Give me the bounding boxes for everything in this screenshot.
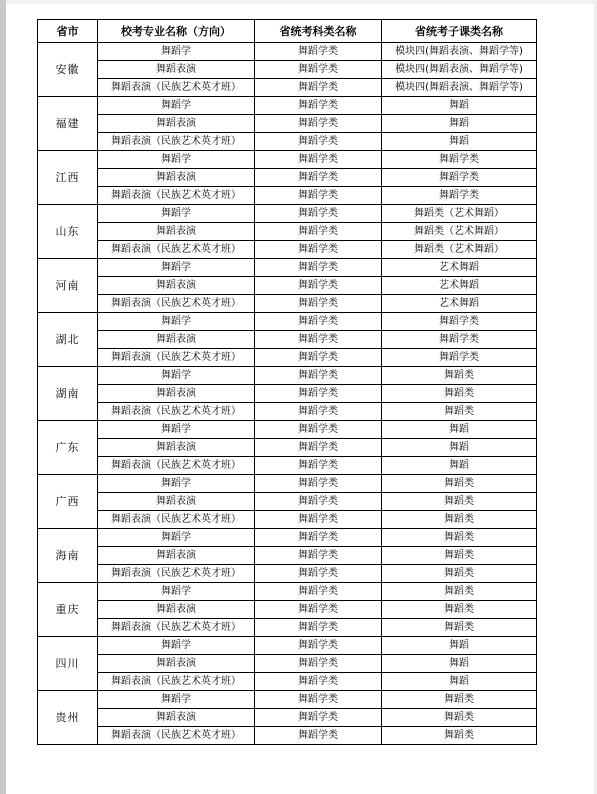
category-cell: 舞蹈学类 <box>255 241 382 259</box>
subcategory-cell: 模块四(舞蹈表演、舞蹈学等) <box>382 79 537 97</box>
major-cell: 舞蹈表演（民族艺术英才班） <box>98 673 255 691</box>
subcategory-cell: 模块四(舞蹈表演、舞蹈学等) <box>382 61 537 79</box>
province-cell: 四川 <box>38 637 98 691</box>
major-cell: 舞蹈表演（民族艺术英才班） <box>98 457 255 475</box>
major-cell: 舞蹈表演 <box>98 115 255 133</box>
subcategory-cell: 艺术舞蹈 <box>382 295 537 313</box>
category-cell: 舞蹈学类 <box>255 169 382 187</box>
table-row <box>38 637 537 655</box>
category-cell: 舞蹈学类 <box>255 583 382 601</box>
table-row <box>38 277 537 295</box>
subcategory-cell: 舞蹈 <box>382 637 537 655</box>
category-cell: 舞蹈学类 <box>255 367 382 385</box>
province-cell: 海南 <box>38 529 98 583</box>
category-cell: 舞蹈学类 <box>255 493 382 511</box>
subcategory-cell: 舞蹈 <box>382 439 537 457</box>
major-cell: 舞蹈表演 <box>98 601 255 619</box>
province-cell: 广东 <box>38 421 98 475</box>
table-row <box>38 79 537 97</box>
category-cell: 舞蹈学类 <box>255 565 382 583</box>
major-cell: 舞蹈表演 <box>98 61 255 79</box>
subcategory-cell: 舞蹈 <box>382 115 537 133</box>
major-cell: 舞蹈表演 <box>98 655 255 673</box>
table-row <box>38 385 537 403</box>
table-row <box>38 673 537 691</box>
category-cell: 舞蹈学类 <box>255 277 382 295</box>
province-cell: 贵州 <box>38 691 98 745</box>
subcategory-cell: 舞蹈类 <box>382 367 537 385</box>
table-row <box>38 295 537 313</box>
subcategory-cell: 舞蹈学类 <box>382 349 537 367</box>
subcategory-cell: 舞蹈类 <box>382 547 537 565</box>
major-cell: 舞蹈表演（民族艺术英才班） <box>98 241 255 259</box>
subcategory-cell: 舞蹈类 <box>382 403 537 421</box>
category-cell: 舞蹈学类 <box>255 655 382 673</box>
category-cell: 舞蹈学类 <box>255 673 382 691</box>
subcategory-cell: 舞蹈类（艺术舞蹈） <box>382 241 537 259</box>
major-cell: 舞蹈表演（民族艺术英才班） <box>98 619 255 637</box>
admission-category-table <box>37 19 537 745</box>
table-row <box>38 475 537 493</box>
table-row <box>38 313 537 331</box>
category-cell: 舞蹈学类 <box>255 529 382 547</box>
subcategory-cell: 舞蹈类 <box>382 385 537 403</box>
province-cell: 江西 <box>38 151 98 205</box>
province-cell: 湖南 <box>38 367 98 421</box>
subcategory-cell: 舞蹈类 <box>382 691 537 709</box>
major-cell: 舞蹈学 <box>98 691 255 709</box>
major-cell: 舞蹈表演（民族艺术英才班） <box>98 403 255 421</box>
category-cell: 舞蹈学类 <box>255 637 382 655</box>
major-cell: 舞蹈表演 <box>98 331 255 349</box>
major-cell: 舞蹈表演（民族艺术英才班） <box>98 295 255 313</box>
province-cell: 广西 <box>38 475 98 529</box>
major-cell: 舞蹈表演（民族艺术英才班） <box>98 133 255 151</box>
table-row <box>38 529 537 547</box>
category-cell: 舞蹈学类 <box>255 151 382 169</box>
table-row <box>38 727 537 745</box>
table-row <box>38 655 537 673</box>
header-category: 省统考科类名称 <box>255 20 382 43</box>
category-cell: 舞蹈学类 <box>255 313 382 331</box>
major-cell: 舞蹈学 <box>98 43 255 61</box>
major-cell: 舞蹈表演 <box>98 385 255 403</box>
table-row <box>38 457 537 475</box>
category-cell: 舞蹈学类 <box>255 133 382 151</box>
category-cell: 舞蹈学类 <box>255 457 382 475</box>
table-row <box>38 259 537 277</box>
subcategory-cell: 模块四(舞蹈表演、舞蹈学等) <box>382 43 537 61</box>
category-cell: 舞蹈学类 <box>255 349 382 367</box>
table-row <box>38 241 537 259</box>
category-cell: 舞蹈学类 <box>255 295 382 313</box>
table-row <box>38 169 537 187</box>
category-cell: 舞蹈学类 <box>255 223 382 241</box>
table-row <box>38 583 537 601</box>
table-row <box>38 97 537 115</box>
category-cell: 舞蹈学类 <box>255 601 382 619</box>
subcategory-cell: 舞蹈 <box>382 421 537 439</box>
table-row <box>38 367 537 385</box>
table-row <box>38 223 537 241</box>
major-cell: 舞蹈学 <box>98 151 255 169</box>
subcategory-cell: 舞蹈类（艺术舞蹈） <box>382 223 537 241</box>
category-cell: 舞蹈学类 <box>255 385 382 403</box>
viewer-top-edge <box>0 0 597 4</box>
category-cell: 舞蹈学类 <box>255 79 382 97</box>
subcategory-cell: 舞蹈 <box>382 97 537 115</box>
table-row <box>38 403 537 421</box>
major-cell: 舞蹈表演（民族艺术英才班） <box>98 349 255 367</box>
table-row <box>38 619 537 637</box>
table-row <box>38 547 537 565</box>
category-cell: 舞蹈学类 <box>255 97 382 115</box>
table-row <box>38 331 537 349</box>
subcategory-cell: 舞蹈类（艺术舞蹈） <box>382 205 537 223</box>
category-cell: 舞蹈学类 <box>255 43 382 61</box>
subcategory-cell: 舞蹈类 <box>382 529 537 547</box>
table-header <box>38 20 537 43</box>
subcategory-cell: 舞蹈类 <box>382 511 537 529</box>
category-cell: 舞蹈学类 <box>255 439 382 457</box>
category-cell: 舞蹈学类 <box>255 421 382 439</box>
category-cell: 舞蹈学类 <box>255 61 382 79</box>
major-cell: 舞蹈学 <box>98 529 255 547</box>
category-cell: 舞蹈学类 <box>255 187 382 205</box>
major-cell: 舞蹈学 <box>98 367 255 385</box>
table-row <box>38 511 537 529</box>
subcategory-cell: 舞蹈 <box>382 457 537 475</box>
table-row <box>38 691 537 709</box>
subcategory-cell: 艺术舞蹈 <box>382 259 537 277</box>
major-cell: 舞蹈学 <box>98 583 255 601</box>
major-cell: 舞蹈表演 <box>98 277 255 295</box>
category-cell: 舞蹈学类 <box>255 691 382 709</box>
major-cell: 舞蹈表演（民族艺术英才班） <box>98 565 255 583</box>
province-cell: 福建 <box>38 97 98 151</box>
major-cell: 舞蹈学 <box>98 637 255 655</box>
category-cell: 舞蹈学类 <box>255 709 382 727</box>
category-cell: 舞蹈学类 <box>255 475 382 493</box>
subcategory-cell: 舞蹈类 <box>382 565 537 583</box>
subcategory-cell: 舞蹈 <box>382 673 537 691</box>
province-cell: 重庆 <box>38 583 98 637</box>
major-cell: 舞蹈表演 <box>98 439 255 457</box>
subcategory-cell: 舞蹈学类 <box>382 187 537 205</box>
major-cell: 舞蹈表演（民族艺术英才班） <box>98 187 255 205</box>
subcategory-cell: 艺术舞蹈 <box>382 277 537 295</box>
table-row <box>38 133 537 151</box>
major-cell: 舞蹈学 <box>98 97 255 115</box>
header-major: 校考专业名称（方向） <box>98 20 255 43</box>
table-row <box>38 187 537 205</box>
subcategory-cell: 舞蹈学类 <box>382 313 537 331</box>
category-cell: 舞蹈学类 <box>255 115 382 133</box>
major-cell: 舞蹈表演 <box>98 169 255 187</box>
table-row <box>38 565 537 583</box>
subcategory-cell: 舞蹈类 <box>382 619 537 637</box>
table-row <box>38 349 537 367</box>
category-cell: 舞蹈学类 <box>255 205 382 223</box>
major-cell: 舞蹈表演 <box>98 223 255 241</box>
category-cell: 舞蹈学类 <box>255 403 382 421</box>
province-cell: 湖北 <box>38 313 98 367</box>
subcategory-cell: 舞蹈类 <box>382 727 537 745</box>
major-cell: 舞蹈学 <box>98 205 255 223</box>
subcategory-cell: 舞蹈类 <box>382 601 537 619</box>
table-row <box>38 709 537 727</box>
subcategory-cell: 舞蹈 <box>382 133 537 151</box>
header-row <box>38 20 537 43</box>
viewer-left-edge <box>0 0 6 794</box>
province-cell: 河南 <box>38 259 98 313</box>
category-cell: 舞蹈学类 <box>255 259 382 277</box>
major-cell: 舞蹈学 <box>98 421 255 439</box>
major-cell: 舞蹈学 <box>98 313 255 331</box>
header-subcategory: 省统考子课类名称 <box>382 20 537 43</box>
major-cell: 舞蹈学 <box>98 259 255 277</box>
table-row <box>38 43 537 61</box>
subcategory-cell: 舞蹈学类 <box>382 331 537 349</box>
subcategory-cell: 舞蹈类 <box>382 493 537 511</box>
major-cell: 舞蹈表演 <box>98 709 255 727</box>
subcategory-cell: 舞蹈学类 <box>382 169 537 187</box>
subcategory-cell: 舞蹈学类 <box>382 151 537 169</box>
major-cell: 舞蹈表演（民族艺术英才班） <box>98 511 255 529</box>
major-cell: 舞蹈表演 <box>98 547 255 565</box>
major-cell: 舞蹈表演（民族艺术英才班） <box>98 79 255 97</box>
table-row <box>38 115 537 133</box>
table-row <box>38 205 537 223</box>
subcategory-cell: 舞蹈 <box>382 655 537 673</box>
province-cell: 安徽 <box>38 43 98 97</box>
major-cell: 舞蹈学 <box>98 475 255 493</box>
subcategory-cell: 舞蹈类 <box>382 583 537 601</box>
major-cell: 舞蹈表演 <box>98 493 255 511</box>
subcategory-cell: 舞蹈类 <box>382 475 537 493</box>
category-cell: 舞蹈学类 <box>255 727 382 745</box>
province-cell: 山东 <box>38 205 98 259</box>
category-cell: 舞蹈学类 <box>255 511 382 529</box>
table-row <box>38 439 537 457</box>
table-row <box>38 61 537 79</box>
category-cell: 舞蹈学类 <box>255 619 382 637</box>
category-cell: 舞蹈学类 <box>255 547 382 565</box>
subcategory-cell: 舞蹈类 <box>382 709 537 727</box>
header-province: 省市 <box>38 20 98 43</box>
table-row <box>38 493 537 511</box>
category-cell: 舞蹈学类 <box>255 331 382 349</box>
table-row <box>38 151 537 169</box>
table-row <box>38 421 537 439</box>
table-body <box>38 43 537 745</box>
major-cell: 舞蹈表演（民族艺术英才班） <box>98 727 255 745</box>
table-row <box>38 601 537 619</box>
